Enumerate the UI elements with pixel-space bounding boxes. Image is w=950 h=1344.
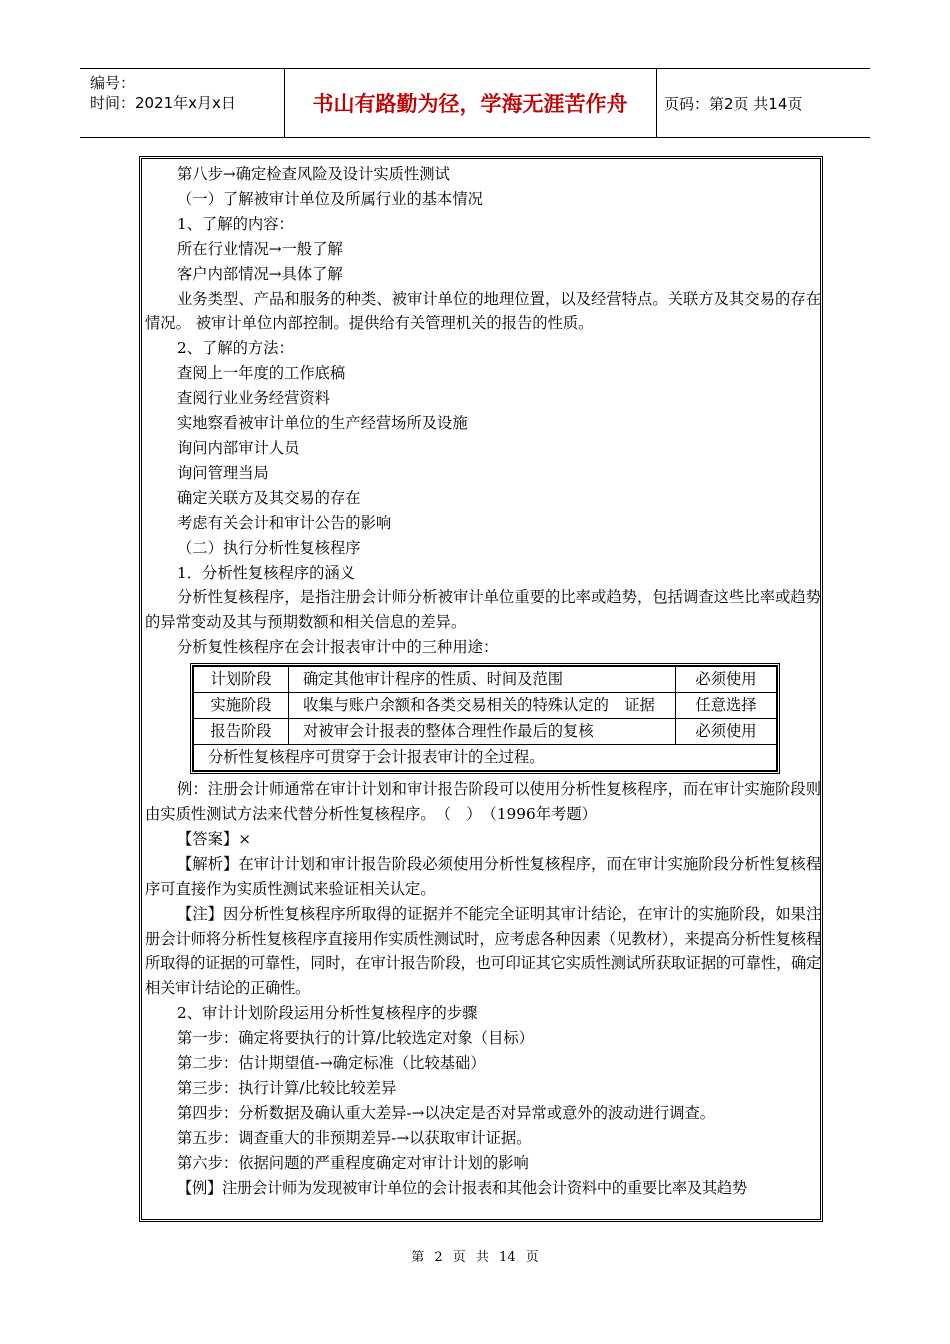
body-paragraph: 分析性复核程序，是指注册会计师分析被审计单位重要的比率或趋势，包括调查这些比率或趋势的异常变动及其与预期数额和相关信息的差异。 — [145, 588, 821, 632]
subheading: 2、了解的方法： — [177, 339, 294, 358]
code-label: 编号： — [90, 74, 136, 92]
step-line: 第二步：估计期望值-→确定标准（比较基础） — [177, 1054, 486, 1073]
body-line: 确定关联方及其交易的存在 — [177, 488, 361, 507]
usage-cell: 必须使用 — [676, 719, 777, 745]
content-frame — [139, 156, 823, 1222]
body-line: 查阅上一年度的工作底稿 — [177, 364, 346, 383]
body-paragraph: 业务类型、产品和服务的种类、被审计单位的地理位置，以及经营特点。关联方及其交易的存在情况。 被审计单位内部控制。提供给有关管理机关的报告的性质。 — [145, 289, 821, 333]
step-line: 第六步：依据问题的严重程度确定对审计计划的影响 — [177, 1153, 529, 1172]
header-page-info: 页码：第2页 共14页 — [664, 94, 803, 113]
desc-cell: 对被审会计报表的整体合理性作最后的复核 — [289, 719, 676, 745]
desc-cell: 收集与账户余额和各类交易相关的特殊认定的 证据 — [289, 693, 676, 719]
step-line: 第四步：分析数据及确认重大差异-→以决定是否对异常或意外的波动进行调查。 — [177, 1103, 716, 1122]
stage-cell: 实施阶段 — [194, 693, 289, 719]
body-line: 询问管理当局 — [177, 463, 269, 482]
desc-cell: 确定其他审计程序的性质、时间及范围 — [289, 667, 676, 693]
page-header — [80, 68, 870, 138]
table-row — [194, 667, 777, 693]
step-line: 第五步：调查重大的非预期差异-→以获取审计证据。 — [177, 1128, 532, 1147]
header-meta — [90, 73, 280, 113]
stage-cell: 计划阶段 — [194, 667, 289, 693]
table-row — [194, 719, 777, 745]
subheading: 1．分析性复核程序的涵义 — [177, 563, 355, 582]
table-row — [194, 693, 777, 719]
header-divider — [656, 69, 657, 137]
usage-table-frame — [190, 663, 780, 774]
body-line: 分析复性核程序在会计报表审计中的三种用途： — [177, 638, 499, 657]
header-motto: 书山有路勤为径，学海无涯苦作舟 — [312, 92, 628, 116]
analysis-paragraph: 【解析】在审计计划和审计报告阶段必须使用分析性复核程序，而在审计实施阶段分析性复核程序可直接作为实质性测试来验证相关认定。 — [145, 854, 821, 898]
table-note: 分析性复核程序可贯穿于会计报表审计的全过程。 — [194, 745, 777, 771]
body-line: 客户内部情况→具体了解 — [177, 264, 343, 283]
note-paragraph: 【注】因分析性复核程序所取得的证据并不能完全证明其审计结论，在审计的实施阶段，如果注册会计师将分析性复核程序直接用作实质性测试时，应考虑各种因素（见教材），来提高分析性复核程所取得的证据的可靠性，同时，在审计报告阶段，也可印证其它实质性测试所获取证据的可靠性，确定相关审计结论的正确性。 — [145, 904, 821, 998]
body-line: 所在行业情况→一般了解 — [177, 239, 343, 258]
body-line: 实地察看被审计单位的生产经营场所及设施 — [177, 414, 468, 433]
example-question: 例：注册会计师通常在审计计划和审计报告阶段可以使用分析性复核程序，而在审计实施阶段则由实质性测试方法来代替分析性复核程序。 （ ） （1996年考题） — [145, 780, 821, 824]
step-heading: 第八步→确定检查风险及设计实质性测试 — [177, 165, 450, 183]
step-line: 第一步：确定将要执行的计算/比较选定对象（目标） — [177, 1029, 534, 1048]
section-heading: （一）了解被审计单位及所属行业的基本情况 — [177, 189, 483, 208]
example-line: 【例】注册会计师为发现被审计单位的会计报表和其他会计资料中的重要比率及其趋势 — [177, 1178, 747, 1197]
usage-table — [193, 666, 777, 771]
date-label: 时间：2021年x月x日 — [90, 94, 236, 112]
usage-cell: 任意选择 — [676, 693, 777, 719]
page-footer: 第 2 页 共 14 页 — [411, 1250, 539, 1265]
answer-line: 【答案】× — [177, 829, 252, 848]
body-line: 询问内部审计人员 — [177, 438, 300, 457]
content-body — [145, 162, 821, 1201]
subheading: 2、审计计划阶段运用分析性复核程序的步骤 — [177, 1004, 478, 1023]
subheading: 1、了解的内容： — [177, 214, 294, 233]
table-row — [194, 745, 777, 771]
section-heading: （二）执行分析性复核程序 — [177, 538, 361, 557]
usage-cell: 必须使用 — [676, 667, 777, 693]
body-line: 考虑有关会计和审计公告的影响 — [177, 513, 392, 532]
step-line: 第三步：执行计算/比较比较差异 — [177, 1079, 397, 1097]
body-line: 查阅行业业务经营资料 — [177, 389, 330, 408]
stage-cell: 报告阶段 — [194, 719, 289, 745]
